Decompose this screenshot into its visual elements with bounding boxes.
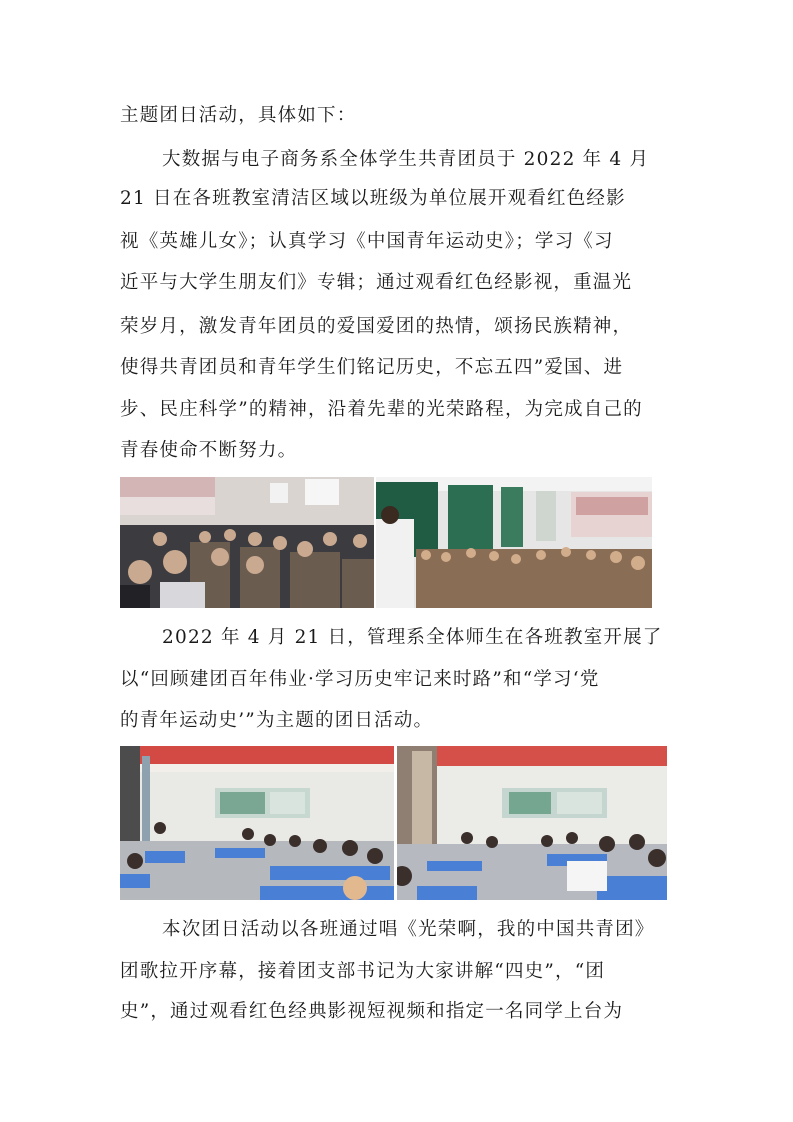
text-line: 荣岁月，激发青年团员的爱国爱团的热情，颂扬民族精神， bbox=[120, 316, 633, 337]
text-line: 近平与大学生朋友们》专辑；通过观看红色经影视，重温光 bbox=[120, 272, 633, 293]
photo-classroom-3 bbox=[120, 746, 394, 900]
photo-classroom-2 bbox=[376, 477, 652, 608]
photo-classroom-1 bbox=[120, 477, 374, 608]
text-line: 青春使命不断努力。 bbox=[120, 440, 298, 461]
text-line: 步、民庄科学”的精神，沿着先辈的光荣路程，为完成自己的 bbox=[120, 399, 643, 420]
text-line: 大数据与电子商务系全体学生共青团员于 2022 年 4 月 bbox=[162, 149, 650, 170]
text-line: 2022 年 4 月 21 日，管理系全体师生在各班教室开展了 bbox=[162, 627, 663, 648]
text-line: 以“回顾建团百年伟业·学习历史牢记来时路”和“学习‘党 bbox=[120, 669, 600, 690]
text-line: 主题团日活动，具体如下： bbox=[120, 105, 357, 126]
text-line: 团歌拉开序幕，接着团支部书记为大家讲解“四史”，“团 bbox=[120, 961, 606, 982]
text-line: 视《英雄儿女》；认真学习《中国青年运动史》；学习《习 bbox=[120, 231, 614, 252]
text-line: 本次团日活动以各班通过唱《光荣啊，我的中国共青团》 bbox=[162, 919, 655, 940]
text-line: 21 日在各班教室清洁区域以班级为单位展开观看红色经影 bbox=[120, 188, 626, 209]
text-line: 使得共青团员和青年学生们铭记历史，不忘五四”爱国、进 bbox=[120, 357, 624, 378]
photo-classroom-4 bbox=[397, 746, 667, 900]
text-line: 史”，通过观看红色经典影视短视频和指定一名同学上台为 bbox=[120, 1001, 624, 1022]
text-line: 的青年运动史’”为主题的团日活动。 bbox=[120, 710, 434, 731]
